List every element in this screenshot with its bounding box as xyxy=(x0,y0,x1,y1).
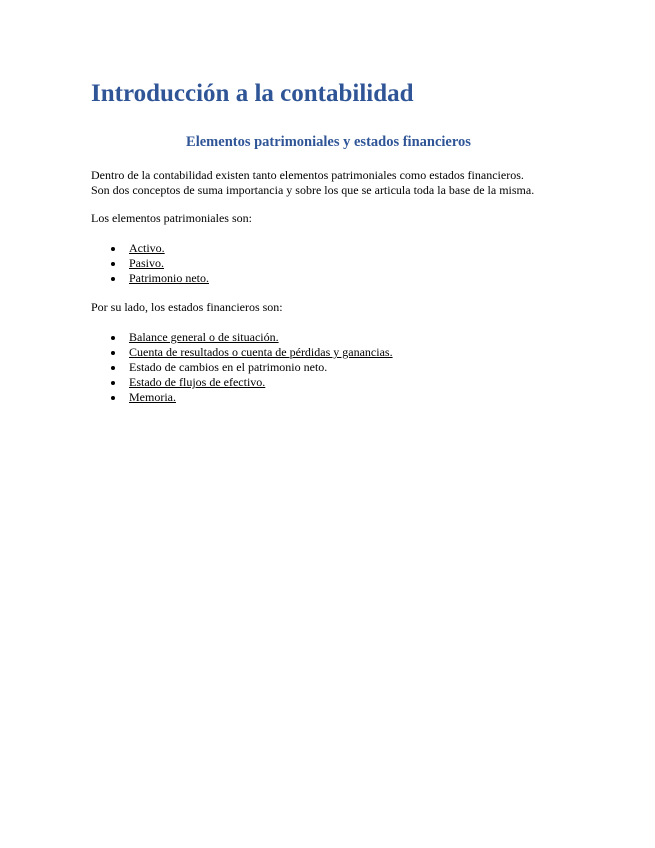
link-estado-de-flujos[interactable]: Estado de flujos de efectivo. xyxy=(129,375,266,389)
list-item xyxy=(111,375,393,390)
statements-list xyxy=(111,330,393,405)
link-pasivo[interactable]: Pasivo. xyxy=(129,256,165,270)
link-patrimonio-neto[interactable]: Patrimonio neto. xyxy=(129,271,209,285)
bullet-icon xyxy=(111,396,115,400)
list-item-text: Estado de cambios en el patrimonio neto. xyxy=(129,360,328,374)
bullet-icon xyxy=(111,247,115,251)
link-memoria[interactable]: Memoria. xyxy=(129,390,176,404)
list-item xyxy=(111,360,393,375)
statements-heading: Por su lado, los estados financieros son: xyxy=(91,300,283,314)
link-balance-general[interactable]: Balance general o de situación. xyxy=(129,330,279,344)
list-item xyxy=(111,345,393,360)
bullet-icon xyxy=(111,366,115,370)
elements-list xyxy=(111,241,209,286)
bullet-icon xyxy=(111,262,115,266)
list-item xyxy=(111,390,393,405)
link-cuenta-de-resultados[interactable]: Cuenta de resultados o cuenta de pérdidas y ganancias. xyxy=(129,345,393,359)
list-item xyxy=(111,330,393,345)
bullet-icon xyxy=(111,381,115,385)
bullet-icon xyxy=(111,277,115,281)
list-item xyxy=(111,271,209,286)
bullet-icon xyxy=(111,336,115,340)
elements-heading: Los elementos patrimoniales son: xyxy=(91,211,252,225)
list-item xyxy=(111,256,209,271)
intro-paragraph xyxy=(91,168,534,198)
list-item xyxy=(111,241,209,256)
link-activo[interactable]: Activo. xyxy=(129,241,165,255)
page-title: Introducción a la contabilidad xyxy=(91,80,414,107)
bullet-icon xyxy=(111,351,115,355)
intro-line-2: Son dos conceptos de suma importancia y sobre los que se articula toda la base de la misma. xyxy=(91,183,535,197)
section-subtitle: Elementos patrimoniales y estados financieros xyxy=(186,134,471,150)
intro-line-1: Dentro de la contabilidad existen tanto elementos patrimoniales como estados financieros. xyxy=(91,168,524,182)
